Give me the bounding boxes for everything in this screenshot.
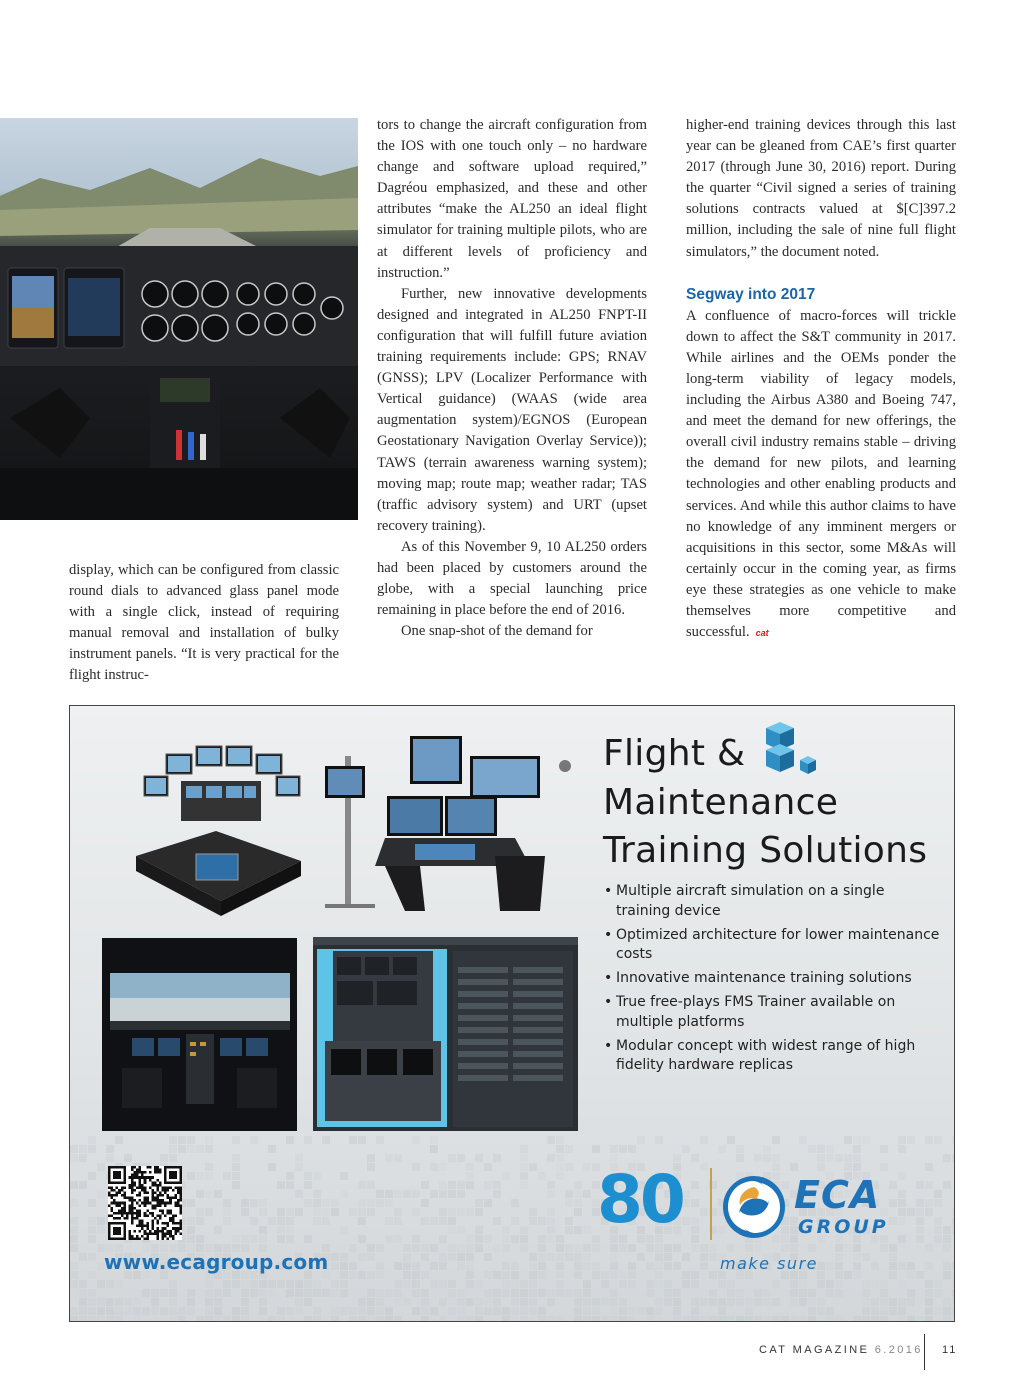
- qr-code-icon[interactable]: [108, 1166, 182, 1240]
- software-trainer-screenshot-image: [313, 937, 578, 1131]
- ad-feature-item: • Innovative maintenance training solutions: [600, 969, 940, 989]
- ad-headline-line: Maintenance: [603, 781, 839, 823]
- article-paragraph: [686, 306, 956, 645]
- article-column-3: [686, 115, 956, 644]
- article-column-2: [377, 115, 647, 642]
- ad-feature-list: [600, 882, 940, 1080]
- section-subheading: Segway into 2017: [686, 285, 816, 303]
- article-paragraph: tors to change the aircraft configuration from the IOS with one touch only – no hardware change and software upload required,” Dagréou emphasized, and these and other attributes “make the AL250 an ideal flight simulator for training multiple pilots, who are at different levels of proficiency and instruction.”: [377, 117, 647, 281]
- ad-feature-item: • Multiple aircraft simulation on a single training device: [600, 882, 940, 921]
- page-footer: [759, 1344, 923, 1356]
- anniversary-80-mark: 80: [597, 1161, 683, 1238]
- eca-group-advertisement[interactable]: [69, 705, 955, 1322]
- ad-feature-item: • Optimized architecture for lower maintenance costs: [600, 926, 940, 965]
- cockpit-photo: [0, 118, 358, 520]
- page-number: 11: [942, 1344, 958, 1356]
- eca-swirl-icon: [720, 1173, 788, 1241]
- ad-feature-item: • Modular concept with widest range of high fidelity hardware replicas: [600, 1037, 940, 1076]
- article-paragraph: One snap-shot of the demand for: [401, 623, 593, 640]
- magazine-name: CAT MAGAZINE: [759, 1344, 870, 1356]
- article-paragraph: display, which can be configured from classic round dials to advanced glass panel mode with a single click, instead of requiring manual removal and installation of bulky instrument panels. “It is very practical for the flight instruc-: [69, 562, 339, 684]
- article-end-mark: cat: [755, 628, 769, 639]
- ad-headline-line: Training Solutions: [603, 830, 928, 871]
- full-cockpit-simulator-image: [102, 938, 297, 1131]
- issue-number: 6.2016: [874, 1344, 923, 1356]
- ad-feature-item: • True free-plays FMS Trainer available on multiple platforms: [600, 993, 940, 1032]
- cube-logo-icon: [760, 720, 818, 778]
- maintenance-trainer-workstation-image: [315, 726, 585, 922]
- eca-tagline: make sure: [720, 1254, 818, 1273]
- eca-logo-text: ECA: [794, 1173, 881, 1217]
- footer-divider: [924, 1334, 925, 1370]
- flight-simulator-platform-image: [126, 736, 306, 922]
- article-paragraph: As of this November 9, 10 AL250 orders had been placed by customers around the globe, with a special launching price remaining in place before the end of 2016.: [377, 538, 647, 619]
- ad-headline-line: Flight &: [603, 733, 746, 774]
- cockpit-illustration: [0, 118, 358, 520]
- article-paragraph: Further, new innovative developments designed and integrated in AL250 FNPT-II configuration that will fulfill future aviation training requirements include: GPS; RNAV (GNSS); LPV (Localizer Performance with Vertical guidance) (WAAS (wide area augmentation system)/EGNOS (European Geostationary Navigation Overlay Service)); TAWS (terrain awareness warning system); moving map; route map; weather radar; TAS (traffic advisory system) and URT (upset recovery training).: [377, 285, 647, 534]
- article-paragraph-text: A confluence of macro-forces will trickle down to affect the S&T community in 2017. While airlines and the OEMs ponder the long-term viability of legacy models, including the Airbus A380 and Boeing 747, and meet the demand for new offerings, the overall civil industry remains stable – driving the demand for new pilots, and learning technologies and other enabling products and services. And while this author claims to have no knowledge of any imminent mergers or acquisitions in this sector, some M&As will certainly occur in the coming year, as firms eye these strategies as one vehicle to make themselves more competitive and successful.: [686, 307, 956, 641]
- ad-website-link[interactable]: www.ecagroup.com: [104, 1250, 329, 1274]
- article-paragraph: higher-end training devices through this last year can be gleaned from CAE’s first quarter 2017 (through June 30, 2016) report. During the quarter “Civil signed a series of training solutions contracts valued at $[C]397.2 million, including the sale of nine full flight simulators,” the document noted.: [686, 117, 956, 260]
- logo-divider: [710, 1168, 712, 1240]
- article-column-1: [69, 560, 339, 687]
- eca-group-logo-text: GROUP: [798, 1216, 889, 1238]
